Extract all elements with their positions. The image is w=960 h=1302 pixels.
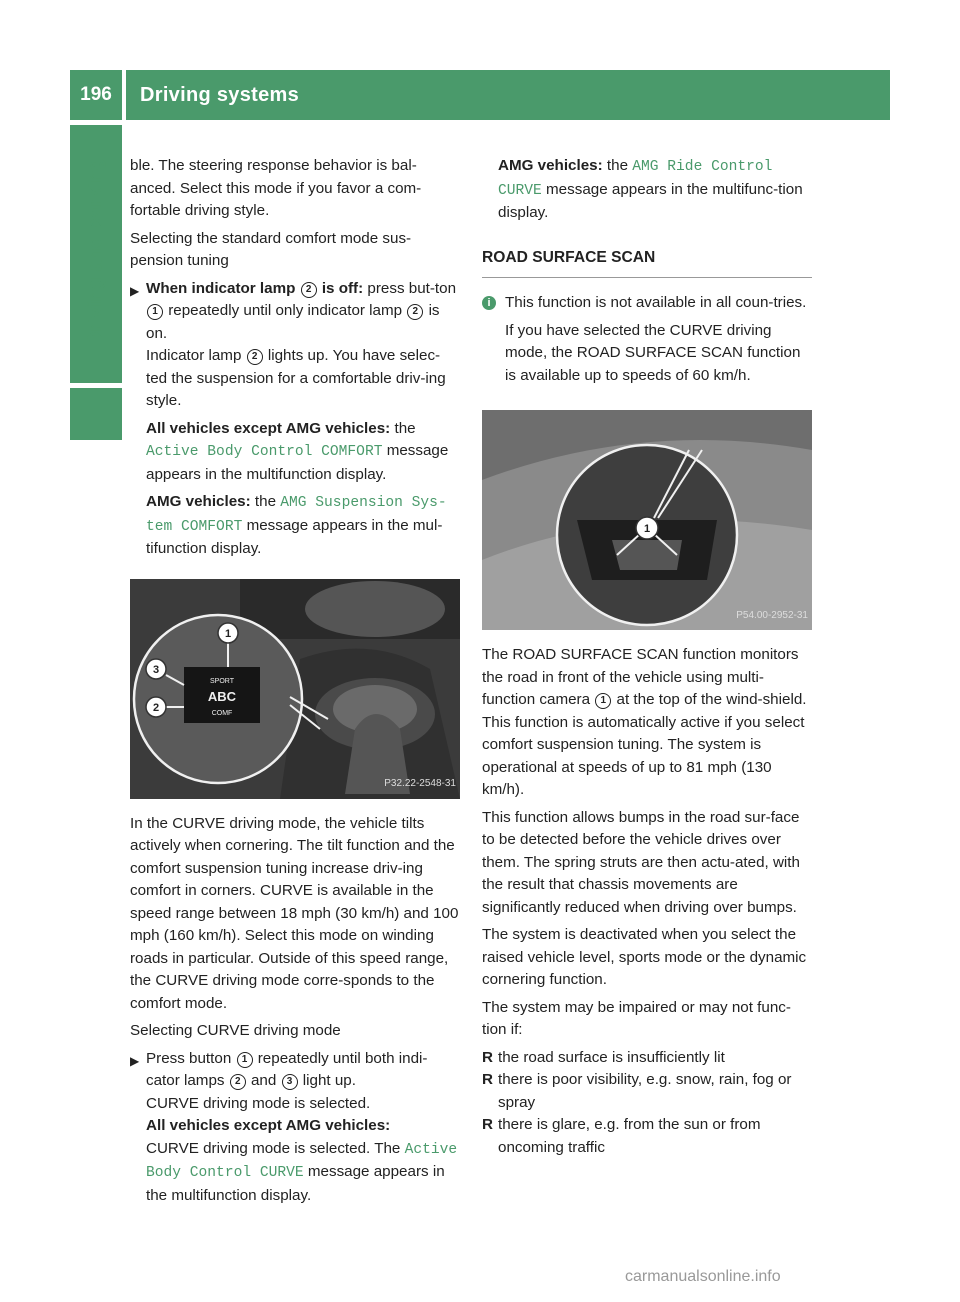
callout-2: 2	[247, 349, 263, 365]
side-tab-label: Driving and parking	[84, 158, 107, 346]
instruction-step: ▶ Press button 1 repeatedly until both indi-cator lamps 2 and 3 light up. CURVE driving mode is selected. All vehicles except AMG vehicles: CURVE driving mode is selected. The Active Body Control CURVE message appears in the multifunction display.	[130, 1048, 460, 1208]
callout-2: 2	[152, 701, 160, 714]
figure-code: P54.00-2952-31	[736, 609, 808, 621]
callout-2: 2	[301, 282, 317, 298]
list-item: R there is glare, e.g. from the sun or from oncoming traffic	[482, 1114, 812, 1159]
page-header	[70, 70, 890, 120]
paragraph: This function allows bumps in the road sur-face to be detected before the vehicle drives over them. The spring struts are then actu-ated, with the result that chassis movements are significantly reduced when driving over bumps.	[482, 808, 800, 916]
left-column	[130, 155, 460, 1207]
windshield-camera-illustration	[482, 410, 812, 630]
display-message: AMG Ride Control CURVE	[498, 159, 773, 199]
instruction-step: ▶ When indicator lamp 2 is off: press but-ton 1 repeatedly until only indicator lamp 2 is on. Indicator lamp 2 lights up. You have selec-ted the suspension for a comfortable driv-ing style. All vehicles except AMG vehicles: the Active Body Control COMFORT message appears in the multifunction display. AMG vehicles: the AMG Suspension Sys-tem COMFORT message appears in the mul-tifunction display.	[130, 278, 460, 561]
page-title: Driving systems	[126, 70, 890, 120]
page-number: 196	[70, 70, 122, 120]
paragraph: The system is deactivated when you select the raised vehicle level, sports mode or the dynamic cornering function.	[482, 926, 807, 988]
arrow-icon: ▶	[130, 1053, 140, 1068]
callout-1: 1	[595, 693, 611, 709]
callout-2: 2	[407, 304, 423, 320]
paragraph: Selecting CURVE driving mode	[130, 1022, 341, 1039]
bullet-icon: R	[482, 1071, 493, 1088]
watermark: carmanualsonline.info	[625, 1268, 781, 1285]
figure-code: P32.22-2548-31	[384, 778, 456, 789]
paragraph: In the CURVE driving mode, the vehicle tilts actively when cornering. The tilt function and the comfort suspension tuning increase driv-ing comfort in corners. CURVE is available in the speed range between 18 mph (30 km/h) and 100 mph (160 km/h). Select this mode on winding roads in particular. Outside of this speed range, the CURVE driving mode corre-sponds to the comfort mode.	[130, 814, 459, 1012]
screen-label-abc: ABC	[207, 688, 237, 704]
list-item: R the road surface is insufficiently lit	[482, 1047, 812, 1070]
right-column: AMG vehicles: the AMG Ride Control CURVE message appears in the multifunc-tion display. ROAD SURFACE SCAN i This function is not available in all coun-tries. If you have selected the CURVE driving mode, the ROAD SURFACE SCAN function is available up to speeds of 60 km/h. 1 P54.00-2952-31 The ROAD SURFACE SCAN function monitors the road in front of the vehicle using multi-function camera 1 at the top of the wind-shield. This function is automatically active if you select comfort suspension tuning. The system is operational at speeds of up to 81 mph (130 km/h). This function allows bumps in the road sur-face to be detected before the vehicle drives over them. The spring struts are then actu-ated, with the result that chassis movements are significantly reduced when driving over bumps. The system is deactivated when you select the raised vehicle level, sports mode or the dynamic cornering function. The system may be impaired or may not func-tion if: R the road surface is insufficiently lit R there is poor visibility, e.g. snow, rain, fog or spray R there is glare, e.g. from the sun or from oncoming traffic	[482, 155, 812, 1159]
callout-3: 3	[152, 663, 160, 676]
screen-label-comf: COMF	[211, 709, 233, 717]
callout-1: 1	[147, 304, 163, 320]
display-message: AMG Suspension Sys-tem COMFORT	[146, 495, 447, 535]
callout-3: 3	[282, 1074, 298, 1090]
callout-2: 2	[230, 1074, 246, 1090]
arrow-icon: ▶	[130, 283, 140, 298]
paragraph: ble. The steering response behavior is bal-anced. Select this mode if you favor a com-fortable driving style.	[130, 157, 422, 219]
side-tab-marker	[70, 388, 122, 440]
screen-label-sport: SPORT	[210, 677, 234, 685]
info-note: i This function is not available in all coun-tries. If you have selected the CURVE driving mode, the ROAD SURFACE SCAN function is available up to speeds of 60 km/h.	[482, 292, 812, 392]
callout-1: 1	[643, 523, 651, 535]
display-message: Active Body Control COMFORT	[146, 444, 383, 460]
paragraph: The system may be impaired or may not func-tion if:	[482, 998, 791, 1038]
callout-1: 1	[237, 1052, 253, 1068]
paragraph: The ROAD SURFACE SCAN function monitors the road in front of the vehicle using multi-function camera 1 at the top of the wind-shield. This function is automatically active if you select comfort suspension tuning. The system is operational at speeds of up to 81 mph (130 km/h).	[482, 646, 807, 798]
list-item: R there is poor visibility, e.g. snow, rain, fog or spray	[482, 1069, 812, 1114]
center-console-illustration	[130, 579, 460, 799]
info-icon: i	[482, 296, 496, 310]
callout-1: 1	[224, 627, 232, 640]
bullet-icon: R	[482, 1116, 493, 1133]
bullet-icon: R	[482, 1048, 493, 1066]
display-message: Active Body Control CURVE	[146, 1141, 458, 1181]
figure-windshield-camera	[482, 410, 812, 630]
paragraph: Selecting the standard comfort mode sus-pension tuning	[130, 229, 412, 269]
section-heading: ROAD SURFACE SCAN	[482, 247, 812, 279]
figure-center-console	[130, 579, 460, 799]
